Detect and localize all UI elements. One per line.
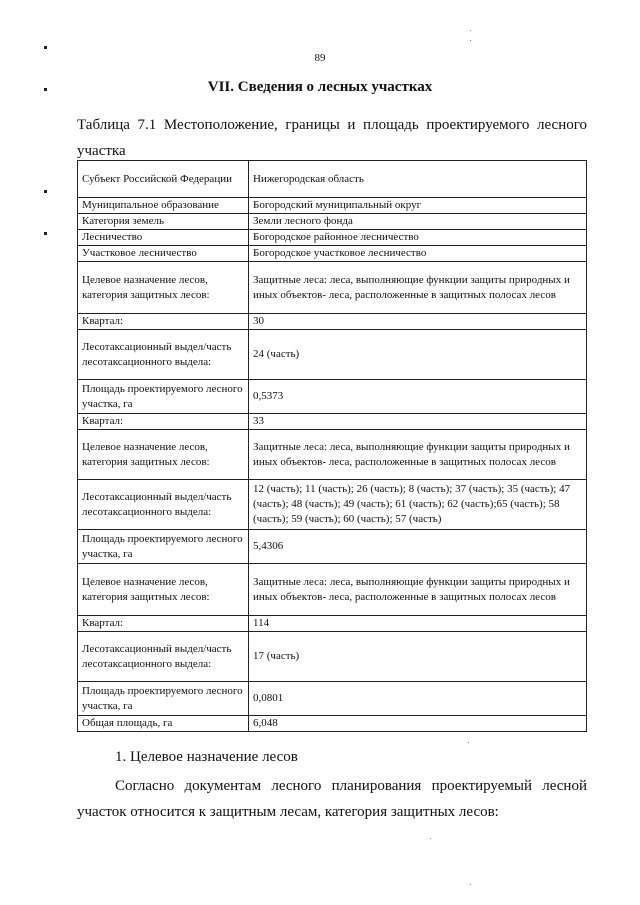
row-value: Защитные леса: леса, выполняющие функции защиты природных и иных объектов- леса, расположенные в защитных полосах лесов xyxy=(249,564,587,616)
row-value: 5,4306 xyxy=(249,530,587,564)
row-value: Богородское районное лесничество xyxy=(249,230,587,246)
forest-plot-table xyxy=(77,160,587,732)
page-number: 89 xyxy=(314,52,326,64)
scan-mark xyxy=(44,88,47,91)
row-label: Лесничество xyxy=(78,230,249,246)
table-row xyxy=(78,716,587,732)
row-value: Защитные леса: леса, выполняющие функции защиты природных и иных объектов- леса, расположенные в защитных полосах лесов xyxy=(249,262,587,314)
scan-speck xyxy=(470,884,471,885)
table-row xyxy=(78,230,587,246)
subsection-heading: 1. Целевое назначение лесов xyxy=(115,749,298,765)
row-value: Богородский муниципальный округ xyxy=(249,198,587,214)
row-value: Богородское участковое лесничество xyxy=(249,246,587,262)
row-value: 0,0801 xyxy=(249,682,587,716)
row-value: 6,048 xyxy=(249,716,587,732)
section-title: VII. Сведения о лесных участках xyxy=(207,79,433,95)
row-label: Лесотаксационный выдел/часть лесотаксационного выдела: xyxy=(78,632,249,682)
row-value: 0,5373 xyxy=(249,380,587,414)
table-row xyxy=(78,314,587,330)
row-value: 30 xyxy=(249,314,587,330)
table-row xyxy=(78,564,587,616)
row-value: Нижегородская область xyxy=(249,161,587,198)
row-label: Целевое назначение лесов, категория защитных лесов: xyxy=(78,430,249,480)
row-value: 114 xyxy=(249,616,587,632)
row-label: Квартал: xyxy=(78,616,249,632)
row-label: Субъект Российской Федерации xyxy=(78,161,249,198)
row-label: Общая площадь, га xyxy=(78,716,249,732)
row-label: Квартал: xyxy=(78,414,249,430)
body-paragraph: Согласно документам лесного планирования проектируемый лесной участок относится к защитным лесам, категория защитных лесов: xyxy=(77,778,587,820)
table-row xyxy=(78,414,587,430)
row-value: Защитные леса: леса, выполняющие функции защиты природных и иных объектов- леса, расположенные в защитных полосах лесов xyxy=(249,430,587,480)
row-value: 12 (часть); 11 (часть); 26 (часть); 8 (часть); 37 (часть); 35 (часть); 47 (часть); 48 (часть); 49 (часть); 61 (часть); 62 (часть);65 (часть); 58 (часть); 59 (часть); 60 (часть); 57 (часть) xyxy=(249,480,587,530)
table-row xyxy=(78,632,587,682)
table-caption: Таблица 7.1 Местоположение, границы и площадь проектируемого лесного xyxy=(77,117,587,133)
scan-mark xyxy=(44,46,47,49)
row-value: 33 xyxy=(249,414,587,430)
table-row xyxy=(78,161,587,198)
table-row xyxy=(78,530,587,564)
scan-mark xyxy=(44,232,47,235)
table-row xyxy=(78,246,587,262)
row-label: Участковое лесничество xyxy=(78,246,249,262)
table-row xyxy=(78,616,587,632)
row-value: Земли лесного фонда xyxy=(249,214,587,230)
row-label: Целевое назначение лесов, категория защитных лесов: xyxy=(78,564,249,616)
row-label: Квартал: xyxy=(78,314,249,330)
table-row xyxy=(78,262,587,314)
row-label: Площадь проектируемого лесного участка, га xyxy=(78,530,249,564)
table-row xyxy=(78,430,587,480)
table-row xyxy=(78,214,587,230)
row-label: Лесотаксационный выдел/часть лесотаксационного выдела: xyxy=(78,480,249,530)
row-value: 24 (часть) xyxy=(249,330,587,380)
row-label: Площадь проектируемого лесного участка, га xyxy=(78,682,249,716)
row-label: Муниципальное образование xyxy=(78,198,249,214)
row-label: Площадь проектируемого лесного участка, га xyxy=(78,380,249,414)
scan-mark xyxy=(44,190,47,193)
table-row xyxy=(78,380,587,414)
scan-speck xyxy=(470,30,471,31)
scan-speck xyxy=(430,838,431,839)
scan-speck xyxy=(470,40,471,41)
row-label: Целевое назначение лесов, категория защитных лесов: xyxy=(78,262,249,314)
table-caption-continuation: участка xyxy=(77,143,126,159)
row-label: Категория земель xyxy=(78,214,249,230)
row-label: Лесотаксационный выдел/часть лесотаксационного выдела: xyxy=(78,330,249,380)
table-row xyxy=(78,198,587,214)
table-row xyxy=(78,480,587,530)
table-row xyxy=(78,682,587,716)
scan-speck xyxy=(468,742,469,743)
table-row xyxy=(78,330,587,380)
row-value: 17 (часть) xyxy=(249,632,587,682)
